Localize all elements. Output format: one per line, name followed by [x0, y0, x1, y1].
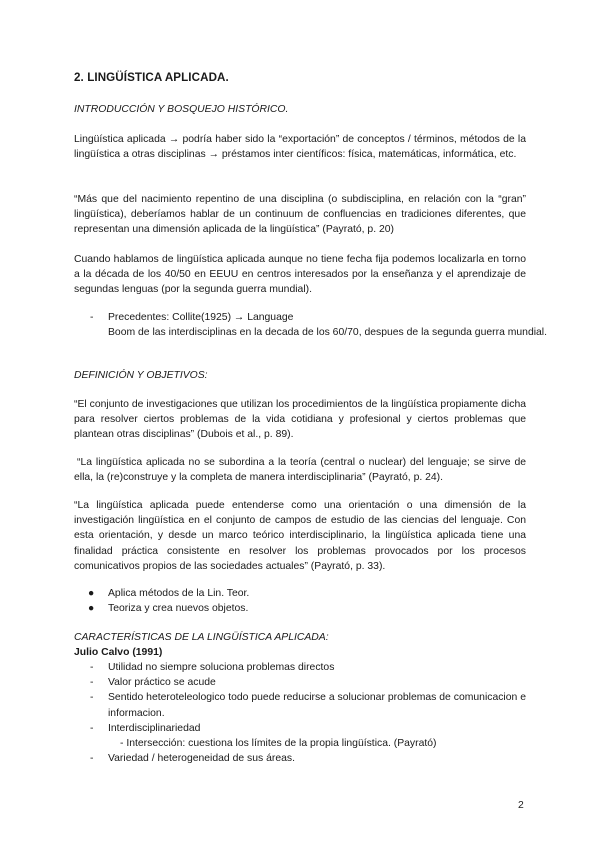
intro-paragraph-3: Cuando hablamos de lingüística aplicada aunque no tiene fecha fija podemos localizarla en torno a la década de los 40/50 en EEUU en centros interesados por la enseñanza y el aprendizaje de segundas lenguas (por la segunda guerra mundial).	[74, 254, 526, 296]
list-item-text: Variedad / heterogeneidad de sus áreas.	[108, 753, 295, 765]
precedents-line-2: Boom de las interdisciplinas en la decada de los 60/70, despues de la segunda guerra mundial.	[108, 327, 548, 339]
list-subitem: - Intersección: cuestiona los límites de la propia lingüística. (Payrató)	[120, 738, 437, 750]
author-label: Julio Calvo (1991)	[74, 647, 163, 658]
precedents-list-item	[74, 310, 560, 340]
dash-marker: -	[90, 662, 94, 673]
section-title: 2. LINGÜÍSTICA APLICADA.	[74, 71, 229, 84]
intro-paragraph-2: “Más que del nacimiento repentino de una disciplina (o subdisciplina, en relación con la “gran” lingüística), deberíamos hablar de un continuum de confluencias en tradiciones diferentes, que representan una dimensión aplicada de la lingüística” (Payrató, p. 20)	[74, 194, 526, 236]
definition-bullet-list	[74, 586, 526, 616]
list-item-text: Interdisciplinariedad	[108, 722, 201, 734]
precedents-line-1: Precedentes: Collite(1925) → Language	[108, 312, 294, 323]
intro-heading: INTRODUCCIÓN Y BOSQUEJO HISTÓRICO.	[74, 104, 289, 115]
dash-marker: -	[90, 722, 94, 734]
bullet-item	[74, 586, 526, 601]
bullet-item	[74, 601, 526, 616]
characteristics-list	[74, 660, 526, 766]
list-item-text: Valor práctico se acude	[108, 677, 216, 689]
list-item-text: Sentido heteroteleologico todo puede reducirse a solucionar problemas de comunicacion e informacion.	[108, 692, 526, 719]
list-item	[74, 721, 526, 736]
list-item	[74, 675, 526, 690]
definition-heading: DEFINICIÓN Y OBJETIVOS:	[74, 370, 208, 381]
list-item	[74, 751, 526, 766]
page-number: 2	[518, 800, 524, 811]
list-item	[74, 660, 526, 675]
characteristics-heading: CARACTERÍSTICAS DE LA LINGÜÍSTICA APLICADA:	[74, 632, 329, 643]
definition-quote-2: “La lingüística aplicada no se subordina a la teoría (central o nuclear) del lenguaje; se sirve de ella, la (re)construye y la completa de manera interdisciplinaria” (Payrató, p. 24).	[74, 457, 526, 484]
bullet-marker: ●	[88, 603, 95, 615]
bullet-marker: ●	[88, 588, 95, 599]
list-item-text: Utilidad no siempre soluciona problemas directos	[108, 662, 335, 673]
dash-marker: -	[90, 677, 94, 689]
dash-marker: -	[90, 312, 94, 323]
intro-paragraph-1: Lingüística aplicada → podría haber sido la “exportación” de conceptos / términos, métodos de la lingüística a otras disciplinas → préstamos inter científicos: física, matemáticas, informática, etc.	[74, 134, 526, 161]
dash-marker: -	[90, 692, 94, 704]
bullet-text: Teoriza y crea nuevos objetos.	[108, 603, 249, 615]
list-item	[74, 690, 526, 720]
definition-quote-1: “El conjunto de investigaciones que utilizan los procedimientos de la lingüística propiamente dicha para resolver ciertos problemas de la vida cotidiana y profesional y ciertos problemas que plantean otras disciplinas” (Dubois et al., p. 89).	[74, 399, 526, 441]
dash-marker: -	[90, 753, 94, 765]
bullet-text: Aplica métodos de la Lin. Teor.	[108, 588, 250, 599]
definition-quote-3: “La lingüística aplicada puede entenderse como una orientación o una dimensión de la investigación lingüística en el conjunto de campos de estudio de las ciencias del lenguaje. Con esta orientación, y desde un marco teórico interdisciplinario, la lingüística aplicada tiene una finalidad práctica consistente en resolver los problemas provocados por los procesos comunicativos propios de las sociedades actuales” (Payrató, p. 33).	[74, 500, 526, 572]
